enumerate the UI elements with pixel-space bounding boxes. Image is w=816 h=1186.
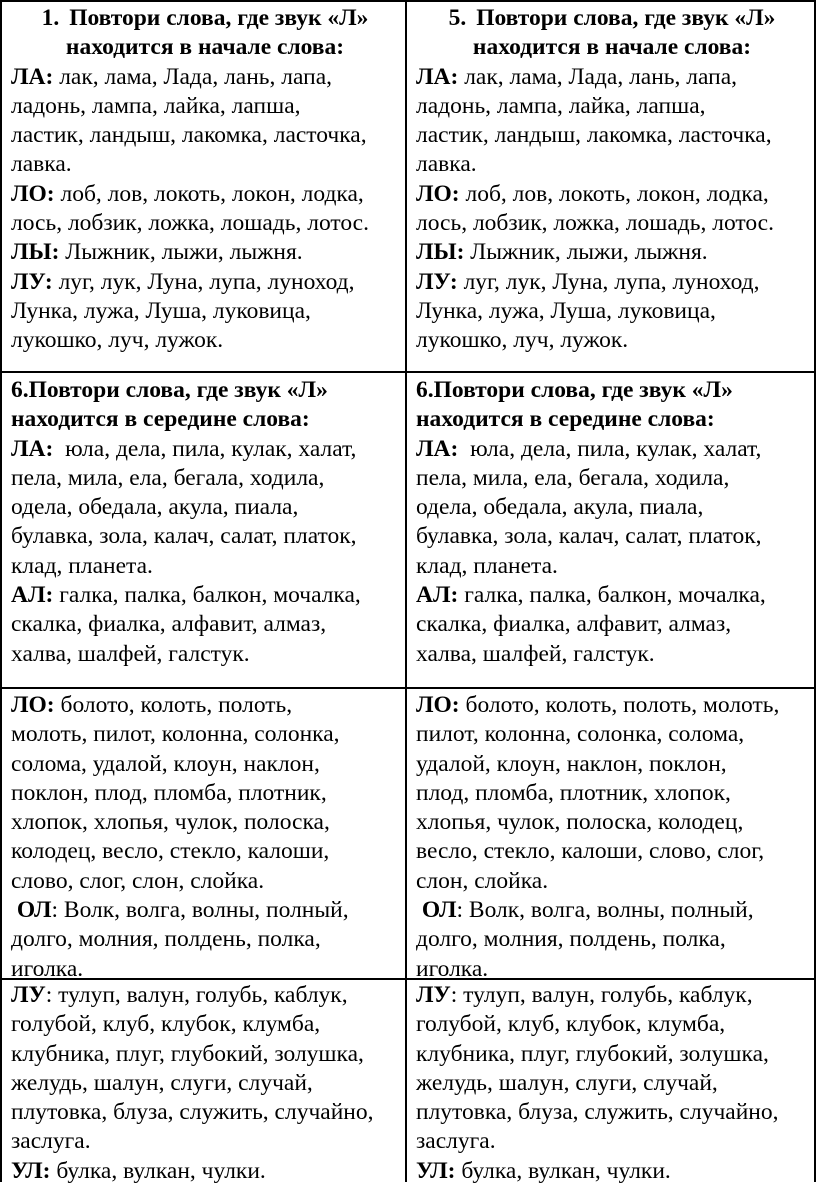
- word-line: долго, молния, полдень, полка,: [416, 926, 726, 953]
- exercise-title: 5. Повтори слова, где звук «Л»: [448, 5, 776, 31]
- word-line: Лунка, лужа, Луша, луковица,: [11, 297, 311, 324]
- syllable-label: АЛ:: [416, 582, 459, 609]
- syllable-label: ЛА:: [416, 63, 459, 90]
- exercise-number: 5.: [448, 5, 467, 31]
- exercise-cell-row3-right: [407, 691, 814, 984]
- syllable-label: ОЛ: [11, 897, 52, 924]
- syllable-label: УЛ:: [416, 1157, 456, 1184]
- exercise-title: находится в середине слова:: [11, 406, 310, 433]
- syllable-label: АЛ:: [11, 582, 54, 609]
- syllable-label: ЛУ:: [416, 268, 458, 295]
- word-line: молоть, пилот, колонна, солонка,: [11, 721, 340, 748]
- word-line: слон, слойка.: [416, 867, 549, 894]
- word-line: лось, лобзик, ложка, лошадь, лотос.: [11, 210, 369, 237]
- syllable-label: ЛЫ:: [11, 239, 60, 266]
- word-line: ЛА: лак, лама, Лада, лань, лапа,: [11, 63, 332, 90]
- word-line: клубника, плуг, глубокий, золушка,: [11, 1040, 364, 1067]
- exercise-title: 6.Повтори слова, где звук «Л»: [11, 377, 328, 403]
- syllable-label: ЛА:: [11, 435, 54, 462]
- syllable-label: ЛЫ:: [416, 239, 465, 266]
- word-line: клад, планета.: [416, 552, 558, 579]
- word-line: плутовка, блуза, служить, случайно,: [11, 1099, 374, 1126]
- word-line: слово, слог, слон, слойка.: [11, 867, 265, 894]
- word-line: клубника, плуг, глубокий, золушка,: [416, 1040, 769, 1067]
- syllable-label: ОЛ: [416, 897, 457, 924]
- word-line: лукошко, луч, лужок.: [416, 327, 629, 354]
- syllable-label: ЛА:: [416, 435, 459, 462]
- exercise-cell-row4-right: [407, 981, 814, 1186]
- table-row-divider: [0, 687, 816, 689]
- word-line: АЛ: галка, палка, балкон, мочалка,: [416, 582, 766, 609]
- word-line: желудь, шалун, слуги, случай,: [416, 1069, 718, 1096]
- word-line: ЛА: юла, дела, пила, кулак, халат,: [416, 435, 762, 462]
- word-line: ладонь, лампа, лайка, лапша,: [11, 92, 301, 119]
- word-line: ластик, ландыш, лакомка, ласточка,: [11, 122, 367, 149]
- word-line: булавка, зола, калач, салат, платок,: [11, 523, 357, 550]
- word-line: солома, удалой, клоун, наклон,: [11, 750, 320, 777]
- word-line: желудь, шалун, слуги, случай,: [11, 1069, 313, 1096]
- word-line: пела, мила, ела, бегала, ходила,: [11, 464, 325, 491]
- word-line: ЛО: лоб, лов, локоть, локон, лодка,: [416, 180, 769, 207]
- word-line: клад, планета.: [11, 552, 153, 579]
- word-line: пела, мила, ела, бегала, ходила,: [416, 464, 730, 491]
- syllable-label: ЛУ:: [11, 268, 53, 295]
- word-line: ластик, ландыш, лакомка, ласточка,: [416, 122, 772, 149]
- word-line: голубой, клуб, клубок, клумба,: [11, 1011, 321, 1038]
- exercise-cell-row3-left: [2, 691, 405, 984]
- word-line: халва, шалфей, галстук.: [11, 640, 250, 667]
- syllable-label: ЛО:: [11, 692, 55, 718]
- word-line: иголка.: [11, 955, 84, 982]
- exercise-number: 1.: [41, 5, 60, 31]
- syllable-label: УЛ:: [11, 1157, 51, 1184]
- word-line: ЛО: болото, колоть, полоть,: [11, 692, 293, 718]
- word-line: ЛО: лоб, лов, локоть, локон, лодка,: [11, 180, 364, 207]
- word-line: скалка, фиалка, алфавит, алмаз,: [11, 611, 327, 638]
- exercise-cell-row1-left: [2, 4, 405, 356]
- word-line: АЛ: галка, палка, балкон, мочалка,: [11, 582, 361, 609]
- word-line: ЛУ: луг, лук, Луна, лупа, луноход,: [416, 268, 760, 295]
- syllable-label: ЛО:: [11, 180, 55, 207]
- word-line: УЛ: булка, вулкан, чулки.: [416, 1157, 671, 1184]
- word-line: ЛЫ: Лыжник, лыжи, лыжня.: [11, 239, 303, 266]
- exercise-cell-row2-right: [407, 376, 814, 669]
- table-border-top: [0, 0, 816, 2]
- word-line: ЛО: болото, колоть, полоть, молоть,: [416, 692, 780, 718]
- word-line: весло, стекло, калоши, слово, слог,: [416, 838, 765, 865]
- syllable-label: ЛО:: [416, 692, 460, 718]
- syllable-label: ЛО:: [416, 180, 460, 207]
- syllable-label: ЛУ: [11, 982, 46, 1008]
- word-line: скалка, фиалка, алфавит, алмаз,: [416, 611, 732, 638]
- word-line: ладонь, лампа, лайка, лапша,: [416, 92, 706, 119]
- word-line: лось, лобзик, ложка, лошадь, лотос.: [416, 210, 774, 237]
- word-line: Лунка, лужа, Луша, луковица,: [416, 297, 716, 324]
- exercise-title: находится в начале слова:: [472, 34, 752, 61]
- word-line: ЛЫ: Лыжник, лыжи, лыжня.: [416, 239, 708, 266]
- word-line: ЛУ: тулуп, валун, голубь, каблук,: [416, 982, 753, 1008]
- syllable-label: ЛА:: [11, 63, 54, 90]
- word-line: ЛУ: тулуп, валун, голубь, каблук,: [11, 982, 348, 1008]
- exercise-cell-row1-right: [407, 4, 814, 356]
- word-line: лукошко, луч, лужок.: [11, 327, 224, 354]
- word-line: лавка.: [416, 151, 477, 178]
- word-line: УЛ: булка, вулкан, чулки.: [11, 1157, 266, 1184]
- word-line: хлопок, хлопья, чулок, полоска,: [11, 809, 330, 836]
- syllable-label: ЛУ: [416, 982, 451, 1008]
- word-line: колодец, весло, стекло, калоши,: [11, 838, 330, 865]
- word-line: плутовка, блуза, служить, случайно,: [416, 1099, 779, 1126]
- word-line: голубой, клуб, клубок, клумба,: [416, 1011, 726, 1038]
- word-line: хлопья, чулок, полоска, колодец,: [416, 809, 744, 836]
- table-row-divider: [0, 371, 816, 373]
- exercise-cell-row2-left: [2, 376, 405, 669]
- word-line: заслуга.: [11, 1128, 91, 1155]
- word-line: заслуга.: [416, 1128, 496, 1155]
- word-line: лавка.: [11, 151, 72, 178]
- word-line: иголка.: [416, 955, 489, 982]
- exercise-cell-row4-left: [2, 981, 405, 1186]
- word-line: плод, пломба, плотник, хлопок,: [416, 779, 731, 806]
- word-line: ЛУ: луг, лук, Луна, лупа, луноход,: [11, 268, 355, 295]
- word-line: поклон, плод, пломба, плотник,: [11, 779, 327, 806]
- word-line: халва, шалфей, галстук.: [416, 640, 655, 667]
- word-line: ЛА: лак, лама, Лада, лань, лапа,: [416, 63, 737, 90]
- exercise-title: находится в середине слова:: [416, 406, 715, 433]
- word-line: булавка, зола, калач, салат, платок,: [416, 523, 762, 550]
- word-line: ЛА: юла, дела, пила, кулак, халат,: [11, 435, 357, 462]
- exercise-title: находится в начале слова:: [65, 34, 345, 61]
- word-line: ОЛ: Волк, волга, волны, полный,: [11, 897, 349, 924]
- word-line: удалой, клоун, наклон, поклон,: [416, 750, 727, 777]
- word-line: пилот, колонна, солонка, солома,: [416, 721, 745, 748]
- word-line: одела, обедала, акула, пиала,: [11, 494, 299, 521]
- exercise-title: 6.Повтори слова, где звук «Л»: [416, 377, 733, 403]
- word-line: ОЛ: Волк, волга, волны, полный,: [416, 897, 754, 924]
- exercise-title: 1. Повтори слова, где звук «Л»: [41, 5, 369, 31]
- word-line: долго, молния, полдень, полка,: [11, 926, 321, 953]
- word-line: одела, обедала, акула, пиала,: [416, 494, 704, 521]
